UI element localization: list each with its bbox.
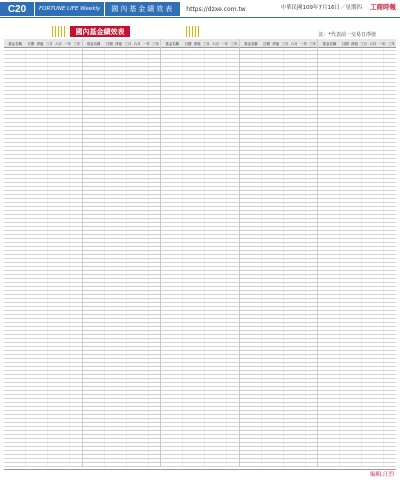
publisher-logo: 工商時報: [370, 3, 396, 11]
header-date: 日期: [341, 41, 349, 46]
header-nav: 淨值: [36, 41, 44, 46]
header-6m: 六月: [290, 41, 298, 46]
header-3m: 三月: [124, 41, 132, 46]
header-date: 日期: [27, 41, 35, 46]
column-header: [83, 39, 161, 48]
header-date: 日期: [105, 41, 113, 46]
header-3y: 三年: [73, 41, 81, 46]
header-fund-name: 基金名稱: [8, 41, 22, 46]
header-1y: 一年: [378, 41, 386, 46]
header-1y: 一年: [300, 41, 307, 46]
column-header: [240, 39, 318, 48]
header-3m: 三月: [360, 41, 368, 46]
header-date: 日期: [184, 41, 192, 46]
table-column: [83, 39, 162, 467]
section-title: 國內基金績效表: [105, 2, 180, 16]
column-header: [318, 39, 396, 48]
site-url[interactable]: https://dzxe.com.tw: [186, 5, 246, 13]
header-fund-name: 基金名稱: [86, 41, 101, 46]
decorative-stripes-left: [52, 26, 66, 37]
column-header: [4, 39, 82, 48]
header-nav: 淨值: [193, 41, 201, 46]
column-header: [161, 39, 239, 48]
header-3y: 三年: [230, 41, 238, 46]
header-1y: 一年: [221, 41, 229, 46]
header-3m: 三月: [45, 41, 53, 46]
header-fund-name: 基金名稱: [165, 41, 180, 46]
header-6m: 六月: [133, 41, 141, 46]
header-6m: 六月: [55, 41, 62, 46]
header-fund-name: 基金名稱: [244, 41, 258, 46]
header-date: 日期: [263, 41, 270, 46]
table-note: 註：*代表前一交易日淨值: [318, 32, 376, 38]
table-column: [161, 39, 240, 467]
footer-divider: [4, 469, 396, 470]
fund-rows: [161, 48, 239, 467]
header-nav: 淨值: [351, 41, 358, 46]
header-6m: 六月: [369, 41, 377, 46]
table-banner: 國內基金績效表: [70, 26, 130, 37]
table-column: [240, 39, 319, 467]
header-1y: 一年: [64, 41, 72, 46]
fund-rows: [318, 48, 396, 467]
fund-rows: [4, 48, 82, 467]
page-number: C20: [0, 2, 34, 16]
decorative-stripes-right: [186, 26, 200, 37]
header-1y: 一年: [142, 41, 150, 46]
fund-rows: [240, 48, 318, 467]
editor-credit: 編輯:江烈: [370, 472, 394, 478]
fund-table: [4, 39, 396, 467]
table-column: [4, 39, 83, 467]
header-divider: [0, 17, 400, 18]
header-nav: 淨值: [272, 41, 280, 46]
header-3y: 三年: [152, 41, 159, 46]
header-3m: 三月: [281, 41, 289, 46]
brand-label: FORTUNE LIFE Weekly: [35, 2, 104, 16]
header-nav: 淨值: [115, 41, 122, 46]
header-6m: 六月: [212, 41, 220, 46]
issue-date: 中華民國109年7月16日／星期四: [280, 5, 362, 11]
header-fund-name: 基金名稱: [322, 41, 337, 46]
page-footer: [0, 469, 400, 477]
fund-rows: [83, 48, 161, 467]
header-3m: 三月: [203, 41, 210, 46]
header-3y: 三年: [309, 41, 317, 46]
table-column: [318, 39, 396, 467]
header-3y: 三年: [387, 41, 395, 46]
